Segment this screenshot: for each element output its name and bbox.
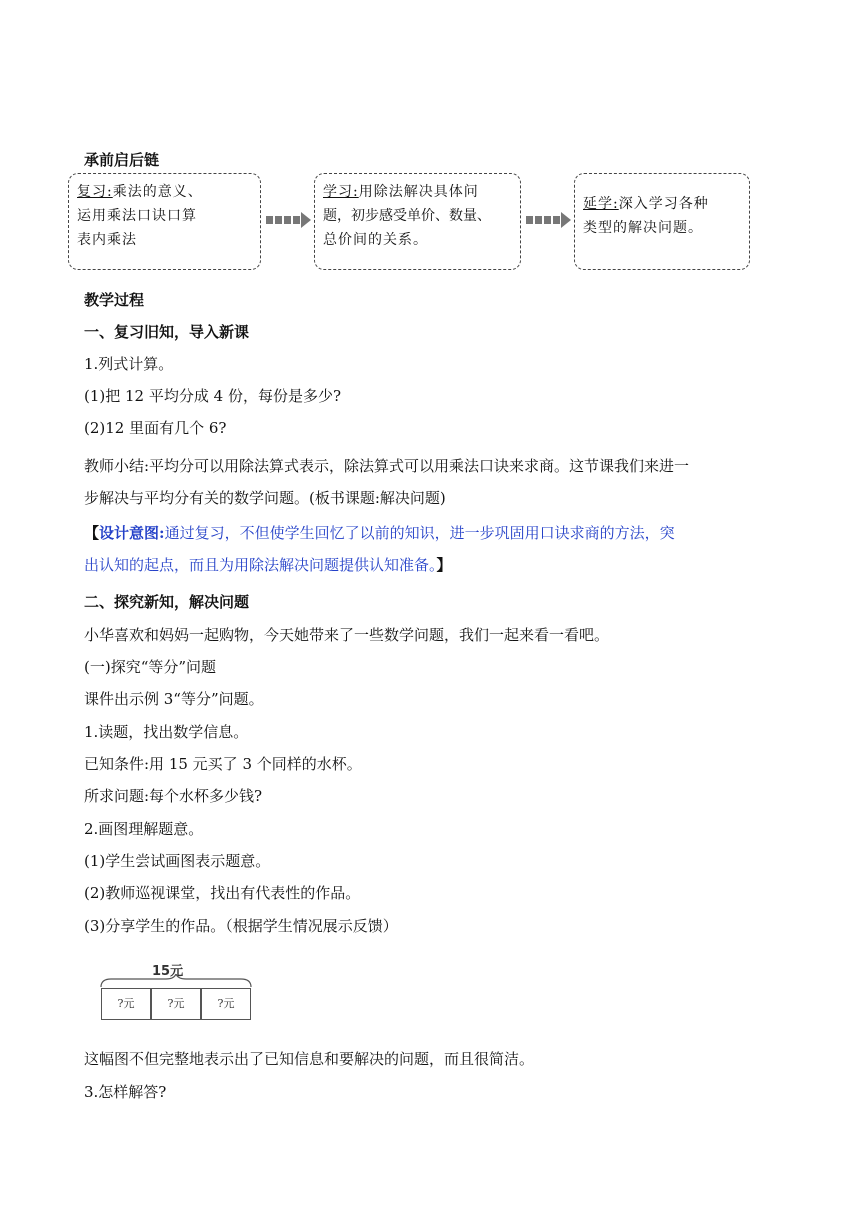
flow-box-learn — [314, 173, 521, 270]
subsection-1: (一)探究“等分”问题 — [84, 658, 217, 676]
diagram-comment: 这幅图不但完整地表示出了已知信息和要解决的问题，而且很简洁。 — [84, 1050, 535, 1068]
teacher-summary-line1: 教师小结:平均分可以用除法算式表示，除法算式可以用乘法口诀来求商。这节课我们来进一 — [84, 457, 690, 475]
equal-share-diagram — [96, 958, 266, 1028]
design-intent-text-1: 通过复习，不但使学生回忆了以前的知识，进一步巩固用口诀求商的方法，突 — [164, 524, 675, 542]
design-intent-line2 — [84, 555, 452, 575]
question-asked: 所求问题:每个水杯多少钱? — [84, 787, 263, 805]
learn-line3: 总价间的关系。 — [323, 232, 428, 248]
design-intent-text-2: 出认知的起点，而且为用除法解决问题提供认知准备。 — [84, 556, 437, 574]
review-line3: 表内乘法 — [77, 232, 137, 248]
step-2: 2.画图理解题意。 — [84, 820, 204, 838]
step-3: 3.怎样解答? — [84, 1083, 167, 1101]
chain-title: 承前启后链 — [84, 151, 160, 169]
share-cell: ?元 — [151, 988, 201, 1020]
share-cell: ?元 — [101, 988, 151, 1020]
item-1: 1.列式计算。 — [84, 355, 174, 373]
brace-icon — [96, 974, 256, 988]
learn-line2: 题，初步感受单价、数量、 — [323, 208, 491, 224]
process-title: 教学过程 — [84, 291, 145, 309]
flow-box-review — [68, 173, 261, 270]
intro-text: 小华喜欢和妈妈一起购物，今天她带来了一些数学问题，我们一起来看一看吧。 — [84, 626, 610, 644]
substep-3: (3)分享学生的作品。（根据学生情况展示反馈） — [84, 917, 398, 935]
section-heading-2: 二、探究新知，解决问题 — [84, 593, 250, 611]
teacher-summary-line2: 步解决与平均分有关的数学问题。(板书课题:解决问题) — [84, 489, 446, 507]
known-conditions: 已知条件:用 15 元买了 3 个同样的水杯。 — [84, 755, 362, 773]
substep-2: (2)教师巡视课堂，找出有代表性的作品。 — [84, 884, 361, 902]
bracket-open: 【 — [84, 524, 100, 542]
question-1: (1)把 12 平均分成 4 份，每份是多少? — [84, 387, 341, 405]
extend-line1: 深入学习各种 — [618, 196, 709, 212]
substep-1: (1)学生尝试画图表示题意。 — [84, 852, 271, 870]
share-cell: ?元 — [201, 988, 251, 1020]
review-label: 复习: — [77, 184, 113, 200]
total-label: 15元 — [152, 964, 184, 979]
step-1: 1.读题，找出数学信息。 — [84, 723, 249, 741]
question-2: (2)12 里面有几个 6? — [84, 419, 227, 437]
bracket-close: 】 — [436, 556, 452, 574]
extend-line2: 类型的解决问题。 — [583, 220, 703, 236]
learn-label: 学习: — [323, 184, 359, 200]
review-line1: 乘法的意义、 — [112, 184, 203, 200]
review-line2: 运用乘法口诀口算 — [77, 208, 197, 224]
flow-box-extend — [574, 173, 750, 270]
extend-label: 延学: — [583, 196, 619, 212]
design-intent-heading: 设计意图: — [99, 524, 165, 542]
arrow-right-icon — [526, 210, 572, 230]
arrow-right-icon — [266, 210, 312, 230]
learn-line1: 用除法解决具体问 — [358, 184, 479, 200]
courseware-show: 课件出示例 3“等分”问题。 — [84, 690, 264, 708]
section-heading-1: 一、复习旧知，导入新课 — [84, 323, 250, 341]
design-intent-line1 — [84, 523, 675, 543]
